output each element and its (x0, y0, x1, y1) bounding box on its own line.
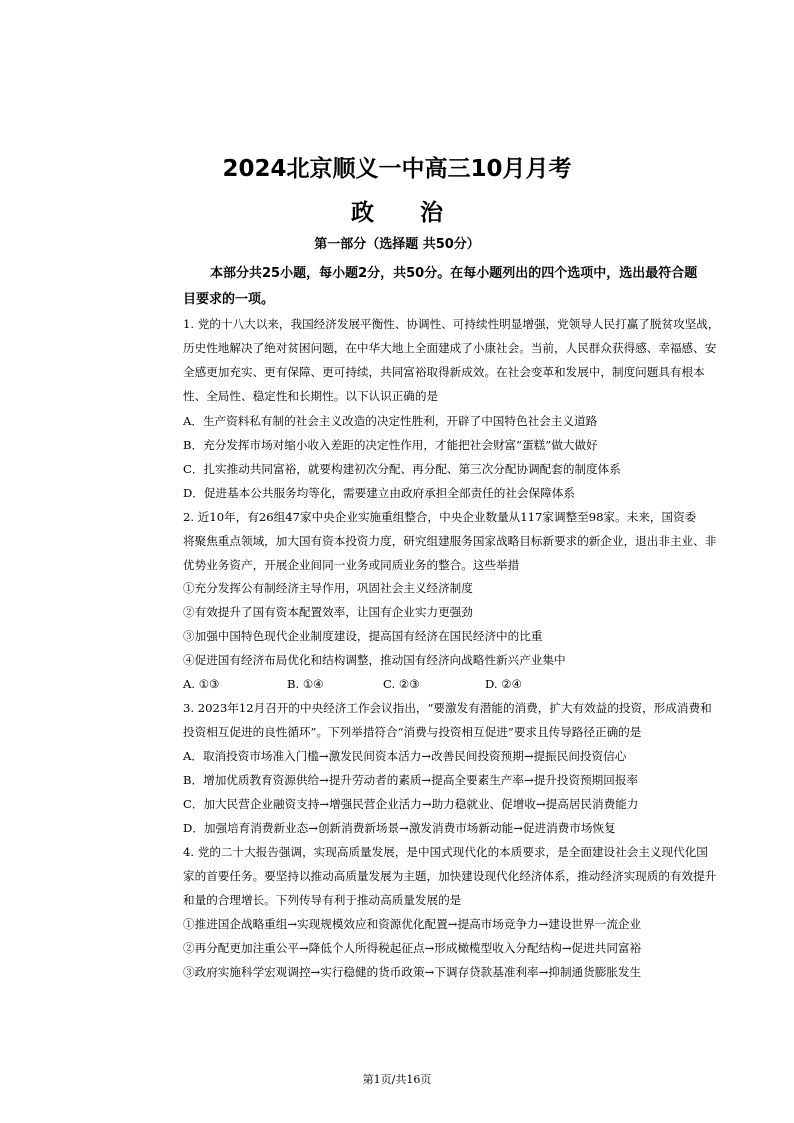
subject-heading: 政 治 (351, 200, 443, 226)
question-text: 和量的合理增长。下列传导有利于推动高质量发展的是 (183, 893, 462, 907)
statement-item: ①推进国企战略重组→实现规模效应和资源优化配置→提高市场竞争力→建设世界一流企业 (183, 917, 642, 931)
choice-d: D. ②④ (485, 677, 523, 691)
option-b: B．增加优质教育资源供给→提升劳动者的素质→提高全要素生产率→提升投资预期回报率 (183, 773, 639, 787)
question-text: 2. 近10年，有26组47家中央企业实施重组整合，中央企业数量从117家调整至98家。未来，国资委 (183, 510, 697, 524)
option-c: C．扎实推动共同富裕，就要构建初次分配、再分配、第三次分配协调配套的制度体系 (183, 462, 621, 476)
choice-a: A. ①③ (183, 677, 220, 691)
option-c: C．加大民营企业融资支持→增强民营企业活力→助力稳就业、促增收→提高居民消费能力 (183, 797, 639, 811)
option-a: A．生产资料私有制的社会主义改造的决定性胜利，开辟了中国特色社会主义道路 (183, 414, 598, 428)
question-text: 4. 党的二十大报告强调，实现高质量发展，是中国式现代化的本质要求，是全面建设社会主义现代化国 (183, 845, 708, 859)
question-text: 优势业务资产，开展企业间同一业务或同质业务的整合。这些举措 (183, 558, 520, 572)
statement-item: ③加强中国特色现代企业制度建设，提高国有经济在国民经济中的比重 (183, 629, 543, 643)
option-a: A．取消投资市场准入门槛→激发民间资本活力→改善民间投资预期→提振民间投资信心 (183, 749, 627, 763)
statement-item: ②有效提升了国有资本配置效率，让国有企业实力更强劲 (183, 605, 473, 619)
question-text: 投资相互促进的良性循环”。下列举措符合“消费与投资相互促进”要求且传导路径正确的是 (183, 725, 642, 739)
question-text: 将聚焦重点领域，加大国有资本投资力度，研究组建服务国家战略目标新要求的新企业，退出非主业、非 (183, 534, 717, 548)
instructions-line-1: 本部分共25小题，每小题2分，共50分。在每小题列出的四个选项中，选出最符合题 (210, 266, 698, 281)
question-text: 1. 党的十八大以来，我国经济发展平衡性、协调性、可持续性明显增强，党领导人民打赢了脱贫攻坚战， (183, 317, 720, 331)
statement-item: ③政府实施科学宏观调控→实行稳健的货币政策→下调存贷款基准利率→抑制通货膨胀发生 (183, 965, 642, 979)
question-text: 性、全局性、稳定性和长期性。以下认识正确的是 (183, 389, 439, 403)
option-d: D．加强培育消费新业态→创新消费新场景→激发消费市场新动能→促进消费市场恢复 (183, 821, 616, 835)
statement-item: ④促进国有经济布局优化和结构调整，推动国有经济向战略性新兴产业集中 (183, 653, 566, 667)
section-heading: 第一部分（选择题 共50分） (314, 237, 480, 252)
option-b: B．充分发挥市场对缩小收入差距的决定性作用，才能把社会财富“蛋糕”做大做好 (183, 438, 598, 452)
instructions-line-2: 目要求的一项。 (183, 292, 275, 307)
choice-b: B. ①④ (287, 677, 324, 691)
question-text: 全感更加充实、更有保障、更可持续，共同富裕取得新成效。在社会变革和发展中，制度问题具有根本 (183, 365, 705, 379)
question-text: 历史性地解决了绝对贫困问题，在中华大地上全面建成了小康社会。当前，人民群众获得感、幸福感、安 (183, 341, 717, 355)
question-text: 3. 2023年12月召开的中央经济工作会议指出，“要激发有潜能的消费，扩大有效益的投资，形成消费和 (183, 701, 712, 715)
exam-title: 2024北京顺义一中高三10月月考 (222, 156, 572, 182)
statement-item: ①充分发挥公有制经济主导作用，巩固社会主义经济制度 (183, 581, 473, 595)
choice-c: C. ②③ (383, 677, 420, 691)
page-number: 第1页/共16页 (362, 1073, 432, 1086)
option-d: D．促进基本公共服务均等化，需要建立由政府承担全部责任的社会保障体系 (183, 486, 575, 500)
statement-item: ②再分配更加注重公平→降低个人所得税起征点→形成橄榄型收入分配结构→促进共同富裕 (183, 941, 642, 955)
question-text: 家的首要任务。要坚持以推动高质量发展为主题，加快建设现代化经济体系，推动经济实现质的有效提升 (183, 869, 717, 883)
